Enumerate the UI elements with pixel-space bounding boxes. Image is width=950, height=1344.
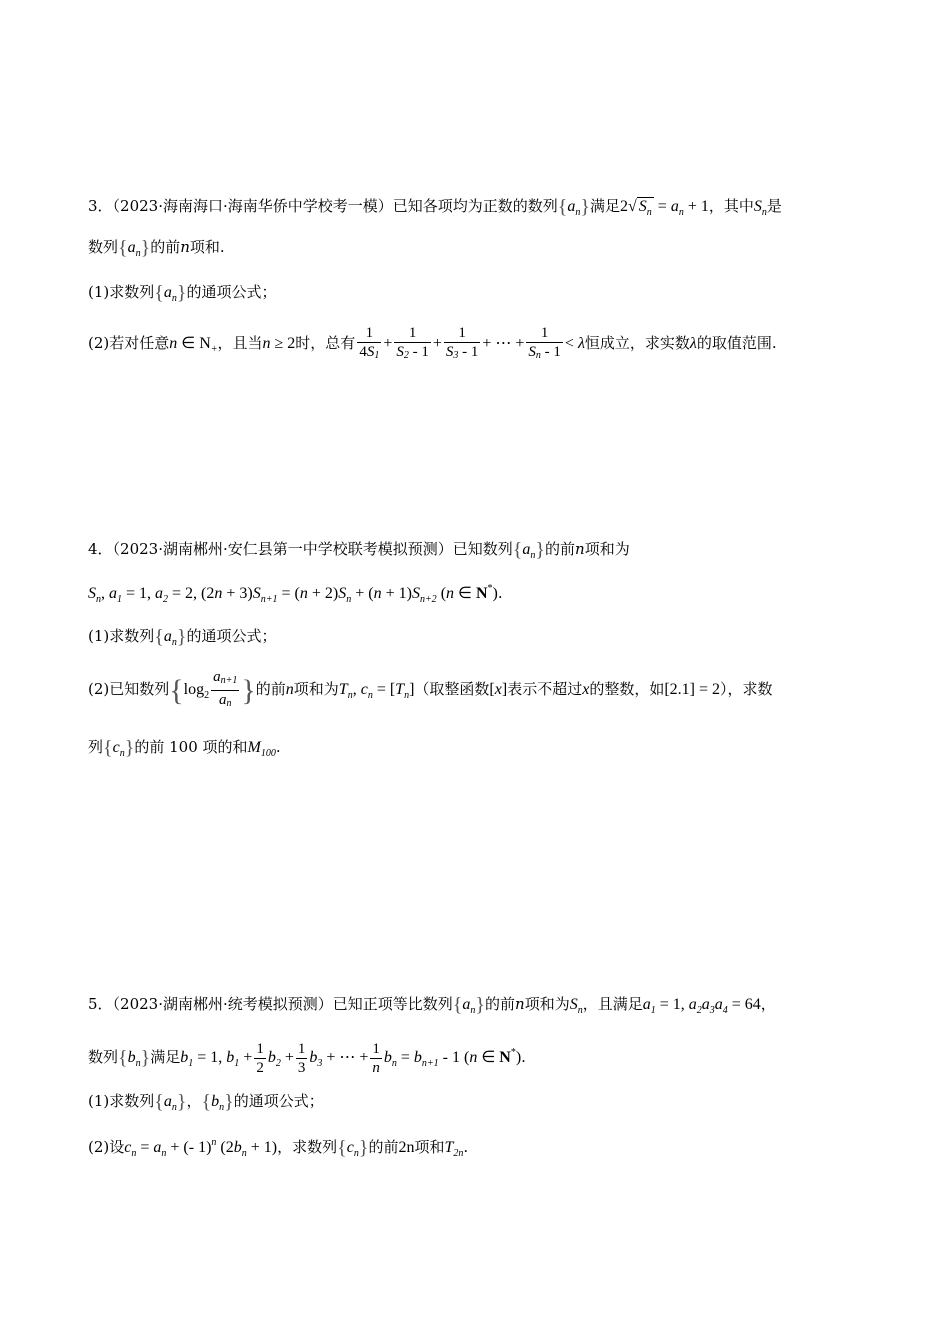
fraction: $\frac{a_{n+1}}{a_n}$: [213, 668, 238, 709]
math: $S_n$: [569, 996, 583, 1016]
math: {$\log_2$: [169, 674, 210, 707]
math: $\{a_n\}$: [154, 626, 187, 648]
math: $T_{2n}$: [444, 1139, 464, 1159]
problem-4-stem-line2: $S_n$, $a_1 = 1$, $a_2 = 2$, $(2n + 3)S_{n+1} = (n + 2)S_n + (n + 1)S_{n+2}$ (n ∈ N*).: [88, 583, 503, 605]
problem-5-part1: (1)求数列$\{a_n\}$，$\{b_n\}$的通项公式；: [88, 1091, 324, 1113]
math: $T_n$, $c_n = [T_n]$: [338, 681, 415, 701]
fraction: $\frac{1}{n}$: [372, 1040, 380, 1076]
problem-3-part2: (2)若对任意n ∈ $N_+$，且当n ≥ 2时，总有 $\frac{1}{4S_1}$ + $\frac{1}{S_2 - 1}$ + $\frac{1}{S_3 - 1}$ + ⋯ + $\frac{1}{S_n - 1}$ < λ恒成立，求实数λ的取值范围.: [88, 323, 880, 370]
problem-3-stem-line2: 数列$\{a_n\}$的前n项和.: [88, 237, 225, 259]
math: $a_1 = 1$, $a_2a_3a_4 = 64$: [642, 996, 761, 1016]
problem-5-stem-line2: 数列$\{b_n\}$满足$b_1 = 1$, $b_1$ + $\frac{1}{2}$ $b_2$ + $\frac{1}{3}$ $b_3$ + ⋯ + $\frac{1}{n}$ $b_n = b_{n+1} - 1$ (n ∈ N*).: [88, 1040, 526, 1076]
fraction: $\frac{1}{S_n - 1}$: [528, 324, 561, 361]
math: $\{a_n\}$: [118, 237, 151, 259]
problem-5-stem-line1: 5．（2023·湖南郴州·统考模拟预测）已知正项等比数列$\{a_n\}$的前n项和为$S_n$，且满足$a_1 = 1$, $a_2a_3a_4 = 64$，: [88, 994, 776, 1016]
math: $\{a_n\}$: [557, 196, 590, 218]
problem-number: 5．: [88, 995, 113, 1013]
math: $M_{100}$: [247, 739, 276, 759]
problem-3-stem-line1: 3．（2023·海南海口·海南华侨中学校考一模）已知各项均为正数的数列$\{a_n\}$满足2√ $S_n = a_n + 1$，其中$S_n$是: [88, 196, 782, 218]
math: $S_n$, $a_1 = 1$, $a_2 = 2$, $(2n + 3)S_{n+1} = (n + 2)S_n + (n + 1)S_{n+2}$ (n ∈ N*): [88, 583, 498, 605]
math: $\{b_n\}$: [201, 1091, 234, 1113]
problem-number: 3．: [88, 197, 113, 215]
math: [2.1] = 2: [664, 681, 721, 698]
math: $S_n$: [753, 198, 767, 218]
math: n ∈ $N_+$: [169, 335, 218, 355]
math: $\{a_n\}$: [512, 539, 545, 561]
fraction: $\frac{1}{S_3 - 1}$: [445, 324, 479, 361]
problem-4-part1: (1)求数列$\{a_n\}$的通项公式；: [88, 626, 277, 648]
fraction: $\frac{1}{2}$: [256, 1040, 264, 1076]
problem-source: （2023·湖南郴州·统考模拟预测）: [112, 995, 333, 1013]
math: $\{c_n\}$: [103, 737, 135, 759]
problem-5-part2: (2)设$c_n = a_n$ + (- 1)$^n$ $(2b_n + 1)$，求数列$\{c_n\}$的前2n项和$T_{2n}$.: [88, 1137, 469, 1159]
problem-3-part1: (1)求数列$\{a_n\}$的通项公式；: [88, 282, 277, 304]
math: $\{a_n\}$: [154, 1091, 187, 1113]
problem-source: （2023·湖南郴州·安仁县第一中学校联考模拟预测）: [112, 540, 453, 558]
problem-number: 4．: [88, 540, 113, 558]
math: n ≥ 2: [262, 335, 296, 352]
problem-source: （2023·海南海口·海南华侨中学校考一模）: [112, 197, 393, 215]
problem-4-part2-line2: 列$\{c_n\}$的前 100 项的和$M_{100}$.: [88, 737, 281, 759]
math: $\{a_n\}$: [154, 282, 187, 304]
fraction: $\frac{1}{4S_1}$: [359, 324, 380, 361]
math: $\{a_n\}$: [452, 994, 485, 1016]
math: 2√ $S_n = a_n + 1$: [620, 198, 709, 218]
math: [x]: [489, 681, 508, 698]
problem-4-part2-line1: (2)已知数列{$\log_2$ $\frac{a_{n+1}}{a_n}$ }的前n项和为$T_n$, $c_n = [T_n]$（取整函数[x]表示不超过x的整数，如[2.1] = 2），求数: [88, 665, 880, 720]
math: $b_1 = 1$, $b_1$ +: [180, 1049, 253, 1069]
math: $\{b_n\}$: [118, 1047, 151, 1069]
fraction: $\frac{1}{3}$: [297, 1040, 306, 1076]
math: $c_n = a_n$ + (- 1)$^n$ $(2b_n + 1)$: [124, 1137, 278, 1159]
fraction: $\frac{1}{S_2 - 1}$: [396, 324, 429, 361]
math: $\{c_n\}$: [337, 1137, 369, 1159]
problem-4-stem-line1: 4．（2023·湖南郴州·安仁县第一中学校联考模拟预测）已知数列$\{a_n\}$的前n项和为: [88, 539, 630, 561]
